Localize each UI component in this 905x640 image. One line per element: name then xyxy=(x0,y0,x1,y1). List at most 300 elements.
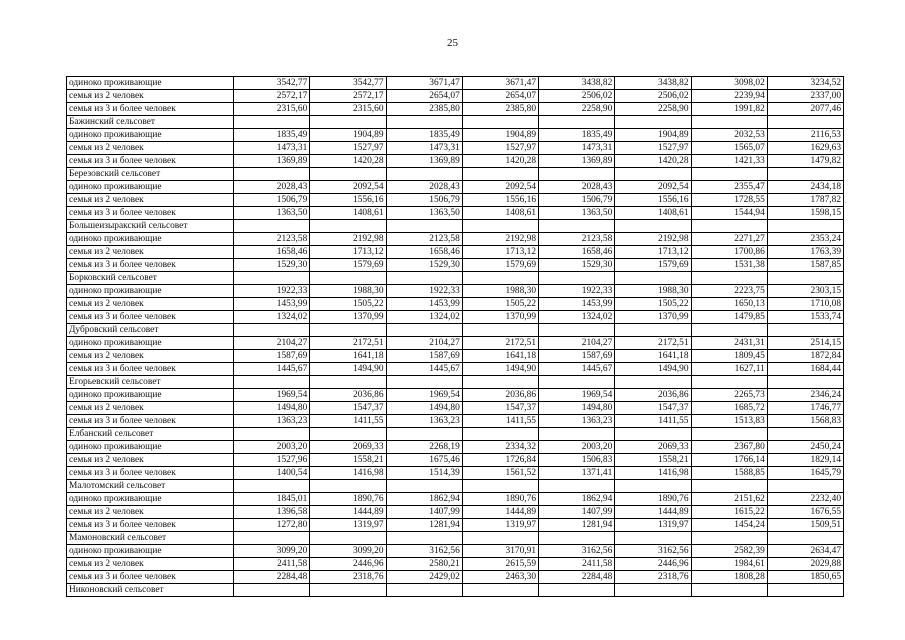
table-cell: 1529,30 xyxy=(234,259,310,272)
table-cell xyxy=(386,376,462,389)
table-cell xyxy=(310,220,386,233)
table-cell: 1766,14 xyxy=(691,454,767,467)
table-row xyxy=(67,467,844,480)
table-cell xyxy=(310,168,386,181)
table-cell: 1713,12 xyxy=(310,246,386,259)
table-cell: 2123,58 xyxy=(234,233,310,246)
table-cell: 1529,30 xyxy=(539,259,615,272)
table-row xyxy=(67,298,844,311)
row-label: семья из 2 человек xyxy=(67,142,234,155)
table-cell xyxy=(462,428,538,441)
table-cell: 1407,99 xyxy=(386,506,462,519)
table-cell xyxy=(615,272,691,285)
table-cell: 3542,77 xyxy=(234,77,310,90)
table-cell: 1420,28 xyxy=(310,155,386,168)
table-row xyxy=(67,142,844,155)
table-cell: 1558,21 xyxy=(615,454,691,467)
table-cell xyxy=(615,116,691,129)
table-cell: 1420,28 xyxy=(615,155,691,168)
table-cell: 1845,01 xyxy=(234,493,310,506)
table-cell xyxy=(767,376,843,389)
table-cell: 2116,53 xyxy=(767,129,843,142)
table-cell xyxy=(767,324,843,337)
table-cell: 3162,56 xyxy=(539,545,615,558)
table-cell: 1371,41 xyxy=(539,467,615,480)
table-cell: 1408,61 xyxy=(310,207,386,220)
table-cell: 2580,21 xyxy=(386,558,462,571)
table-cell: 2446,96 xyxy=(615,558,691,571)
table-cell: 2318,76 xyxy=(615,571,691,584)
row-label: семья из 3 и более человек xyxy=(67,467,234,480)
table-row xyxy=(67,259,844,272)
section-name: Березовский сельсовет xyxy=(67,168,234,181)
table-cell: 2268,19 xyxy=(386,441,462,454)
table-row xyxy=(67,545,844,558)
row-label: семья из 2 человек xyxy=(67,350,234,363)
table-cell: 1629,63 xyxy=(767,142,843,155)
table-cell: 3671,47 xyxy=(386,77,462,90)
table-cell: 1587,69 xyxy=(234,350,310,363)
table-cell: 1922,33 xyxy=(386,285,462,298)
section-name: Малотомский сельсовет xyxy=(67,480,234,493)
table-cell: 1319,97 xyxy=(462,519,538,532)
table-cell: 2506,02 xyxy=(539,90,615,103)
table-cell: 3542,77 xyxy=(310,77,386,90)
table-cell: 1829,14 xyxy=(767,454,843,467)
table-row xyxy=(67,207,844,220)
table-cell: 2151,62 xyxy=(691,493,767,506)
table-cell: 2003,20 xyxy=(234,441,310,454)
table-cell: 2239,94 xyxy=(691,90,767,103)
row-label: одиноко проживающие xyxy=(67,441,234,454)
table-cell: 2123,58 xyxy=(386,233,462,246)
table-cell: 2192,98 xyxy=(310,233,386,246)
table-cell: 2003,20 xyxy=(539,441,615,454)
row-label: одиноко проживающие xyxy=(67,389,234,402)
table-cell: 1922,33 xyxy=(234,285,310,298)
table-cell: 1988,30 xyxy=(462,285,538,298)
table-row xyxy=(67,454,844,467)
table-cell xyxy=(691,584,767,597)
row-label: семья из 2 человек xyxy=(67,454,234,467)
table-row xyxy=(67,493,844,506)
table-cell: 1809,45 xyxy=(691,350,767,363)
table-cell: 1363,50 xyxy=(539,207,615,220)
table-cell: 1363,23 xyxy=(234,415,310,428)
table-row xyxy=(67,285,844,298)
table-cell: 2429,02 xyxy=(386,571,462,584)
table-cell xyxy=(462,220,538,233)
table-cell: 1641,18 xyxy=(462,350,538,363)
table-cell: 1453,99 xyxy=(539,298,615,311)
table-cell: 1676,55 xyxy=(767,506,843,519)
table-cell xyxy=(386,584,462,597)
table-cell: 1527,97 xyxy=(615,142,691,155)
table-cell: 1991,82 xyxy=(691,103,767,116)
table-cell xyxy=(234,428,310,441)
table-cell: 2036,86 xyxy=(462,389,538,402)
table-cell xyxy=(234,584,310,597)
table-cell xyxy=(691,220,767,233)
row-label: семья из 3 и более человек xyxy=(67,103,234,116)
section-header-row xyxy=(67,272,844,285)
row-label: семья из 2 человек xyxy=(67,194,234,207)
table-cell: 1556,16 xyxy=(615,194,691,207)
table-cell: 1835,49 xyxy=(386,129,462,142)
row-label: семья из 2 человек xyxy=(67,298,234,311)
table-row xyxy=(67,571,844,584)
table-cell: 1808,28 xyxy=(691,571,767,584)
table-cell: 1588,85 xyxy=(691,467,767,480)
table-row xyxy=(67,389,844,402)
table-cell xyxy=(386,428,462,441)
table-cell xyxy=(310,584,386,597)
table-cell xyxy=(539,324,615,337)
row-label: семья из 3 и более человек xyxy=(67,207,234,220)
table-cell xyxy=(615,480,691,493)
table-cell: 1641,18 xyxy=(615,350,691,363)
table-cell xyxy=(234,532,310,545)
table-cell: 2104,27 xyxy=(234,337,310,350)
table-cell: 2450,24 xyxy=(767,441,843,454)
table-cell: 3671,47 xyxy=(462,77,538,90)
table-cell: 1547,37 xyxy=(310,402,386,415)
row-label: семья из 3 и более человек xyxy=(67,259,234,272)
table-cell: 1494,90 xyxy=(310,363,386,376)
row-label: одиноко проживающие xyxy=(67,233,234,246)
row-label: одиноко проживающие xyxy=(67,337,234,350)
table-cell xyxy=(615,324,691,337)
table-cell xyxy=(539,532,615,545)
table-cell: 3438,82 xyxy=(615,77,691,90)
table-row xyxy=(67,506,844,519)
table-cell: 1473,31 xyxy=(539,142,615,155)
table-cell: 1587,69 xyxy=(539,350,615,363)
table-cell xyxy=(691,168,767,181)
table-cell: 2192,98 xyxy=(462,233,538,246)
table-cell: 2353,24 xyxy=(767,233,843,246)
table-cell: 2123,58 xyxy=(539,233,615,246)
section-name: Дубровский сельсовет xyxy=(67,324,234,337)
table-row xyxy=(67,350,844,363)
table-row xyxy=(67,246,844,259)
table-cell xyxy=(462,116,538,129)
table-cell: 1615,22 xyxy=(691,506,767,519)
table-cell: 1420,28 xyxy=(462,155,538,168)
row-label: одиноко проживающие xyxy=(67,129,234,142)
table-cell: 1370,99 xyxy=(462,311,538,324)
table-cell: 1890,76 xyxy=(615,493,691,506)
table-cell: 2028,43 xyxy=(386,181,462,194)
table-cell xyxy=(386,116,462,129)
table-cell: 1527,96 xyxy=(234,454,310,467)
table-cell: 1506,79 xyxy=(386,194,462,207)
table-row xyxy=(67,155,844,168)
table-cell xyxy=(615,584,691,597)
table-cell: 1453,99 xyxy=(234,298,310,311)
table-cell xyxy=(234,116,310,129)
table-cell: 2284,48 xyxy=(539,571,615,584)
section-name: Мамоновский сельсовет xyxy=(67,532,234,545)
table-cell xyxy=(462,376,538,389)
table-cell xyxy=(310,480,386,493)
table-cell: 1473,31 xyxy=(386,142,462,155)
table-cell xyxy=(310,376,386,389)
table-cell xyxy=(691,480,767,493)
table-cell: 1494,90 xyxy=(615,363,691,376)
row-label: семья из 2 человек xyxy=(67,246,234,259)
table-cell: 1658,46 xyxy=(234,246,310,259)
table-cell: 2446,96 xyxy=(310,558,386,571)
table-cell: 1445,67 xyxy=(234,363,310,376)
table-cell: 2028,43 xyxy=(539,181,615,194)
table-cell: 1281,94 xyxy=(539,519,615,532)
table-cell: 1363,50 xyxy=(386,207,462,220)
table-cell xyxy=(539,116,615,129)
table-cell: 2334,32 xyxy=(462,441,538,454)
row-label: одиноко проживающие xyxy=(67,77,234,90)
table-cell: 1445,67 xyxy=(539,363,615,376)
table-cell: 2104,27 xyxy=(386,337,462,350)
table-cell: 1904,89 xyxy=(310,129,386,142)
table-cell: 1494,80 xyxy=(234,402,310,415)
table-cell: 1587,69 xyxy=(386,350,462,363)
table-cell: 2271,27 xyxy=(691,233,767,246)
table-cell xyxy=(386,272,462,285)
row-label: семья из 3 и более человек xyxy=(67,415,234,428)
table-cell: 1319,97 xyxy=(310,519,386,532)
section-header-row xyxy=(67,532,844,545)
table-cell: 1685,72 xyxy=(691,402,767,415)
table-cell: 2615,59 xyxy=(462,558,538,571)
table-cell: 1272,80 xyxy=(234,519,310,532)
table-cell: 2634,47 xyxy=(767,545,843,558)
table-cell: 1850,65 xyxy=(767,571,843,584)
table-cell xyxy=(462,532,538,545)
table-cell: 2355,47 xyxy=(691,181,767,194)
table-cell xyxy=(767,532,843,545)
table-cell xyxy=(539,480,615,493)
table-cell xyxy=(691,532,767,545)
table-row xyxy=(67,233,844,246)
table-cell: 2582,39 xyxy=(691,545,767,558)
table-cell: 1324,02 xyxy=(539,311,615,324)
table-cell: 2077,46 xyxy=(767,103,843,116)
table-cell: 1363,23 xyxy=(539,415,615,428)
table-cell xyxy=(615,376,691,389)
row-label: одиноко проживающие xyxy=(67,493,234,506)
table-cell: 2411,58 xyxy=(539,558,615,571)
table-cell: 3162,56 xyxy=(615,545,691,558)
page-number: 25 xyxy=(447,37,458,49)
table-cell xyxy=(539,272,615,285)
table-cell: 1862,94 xyxy=(386,493,462,506)
table-cell: 2431,31 xyxy=(691,337,767,350)
table-cell: 1324,02 xyxy=(234,311,310,324)
section-name: Никоновский сельсовет xyxy=(67,584,234,597)
table-cell: 2463,30 xyxy=(462,571,538,584)
table-cell xyxy=(234,376,310,389)
table-cell: 1400,54 xyxy=(234,467,310,480)
table-cell: 1645,79 xyxy=(767,467,843,480)
tariff-table xyxy=(66,76,844,597)
table-cell xyxy=(310,532,386,545)
section-name: Борковский сельсовет xyxy=(67,272,234,285)
table-cell: 1713,12 xyxy=(462,246,538,259)
table-cell: 3438,82 xyxy=(539,77,615,90)
table-cell: 1547,37 xyxy=(615,402,691,415)
table-cell: 1598,15 xyxy=(767,207,843,220)
table-cell xyxy=(691,324,767,337)
table-cell: 2572,17 xyxy=(310,90,386,103)
table-cell: 1988,30 xyxy=(615,285,691,298)
table-cell: 1506,79 xyxy=(234,194,310,207)
table-row xyxy=(67,129,844,142)
section-header-row xyxy=(67,168,844,181)
table-cell: 1445,67 xyxy=(386,363,462,376)
table-cell: 1506,79 xyxy=(539,194,615,207)
table-cell: 2258,90 xyxy=(539,103,615,116)
table-cell: 1370,99 xyxy=(310,311,386,324)
table-cell: 1527,97 xyxy=(310,142,386,155)
table-cell: 1533,74 xyxy=(767,311,843,324)
table-cell: 2192,98 xyxy=(615,233,691,246)
table-cell: 1370,99 xyxy=(615,311,691,324)
table-cell xyxy=(539,376,615,389)
table-cell: 1969,54 xyxy=(234,389,310,402)
table-cell: 1363,23 xyxy=(386,415,462,428)
table-cell: 1579,69 xyxy=(310,259,386,272)
section-name: Егорьевский сельсовет xyxy=(67,376,234,389)
table-cell xyxy=(462,324,538,337)
table-cell xyxy=(462,168,538,181)
table-row xyxy=(67,311,844,324)
section-header-row xyxy=(67,480,844,493)
table-cell: 3162,56 xyxy=(386,545,462,558)
table-cell: 1984,61 xyxy=(691,558,767,571)
table-cell: 1416,98 xyxy=(310,467,386,480)
row-label: семья из 2 человек xyxy=(67,558,234,571)
table-cell: 1746,77 xyxy=(767,402,843,415)
table-cell xyxy=(310,324,386,337)
table-cell xyxy=(539,168,615,181)
table-cell xyxy=(767,168,843,181)
table-cell: 1565,07 xyxy=(691,142,767,155)
table-cell: 1407,99 xyxy=(539,506,615,519)
table-cell: 1453,99 xyxy=(386,298,462,311)
table-cell: 1890,76 xyxy=(310,493,386,506)
table-cell: 2284,48 xyxy=(234,571,310,584)
table-cell: 2036,86 xyxy=(310,389,386,402)
table-cell: 2337,00 xyxy=(767,90,843,103)
row-label: семья из 3 и более человек xyxy=(67,155,234,168)
table-cell xyxy=(615,168,691,181)
table-cell: 1728,55 xyxy=(691,194,767,207)
table-cell: 1411,55 xyxy=(462,415,538,428)
table-cell: 1627,11 xyxy=(691,363,767,376)
table-cell xyxy=(767,480,843,493)
table-cell: 1641,18 xyxy=(310,350,386,363)
table-cell: 1922,33 xyxy=(539,285,615,298)
table-cell xyxy=(310,428,386,441)
table-cell: 1411,55 xyxy=(615,415,691,428)
table-cell: 1319,97 xyxy=(615,519,691,532)
table-cell: 1505,22 xyxy=(310,298,386,311)
table-cell: 2092,54 xyxy=(462,181,538,194)
section-header-row xyxy=(67,376,844,389)
table-cell: 1726,84 xyxy=(462,454,538,467)
table-cell: 2506,02 xyxy=(615,90,691,103)
table-cell xyxy=(386,480,462,493)
table-cell xyxy=(386,532,462,545)
table-cell: 1408,61 xyxy=(462,207,538,220)
table-cell: 1421,33 xyxy=(691,155,767,168)
table-cell xyxy=(691,272,767,285)
table-cell: 1763,39 xyxy=(767,246,843,259)
table-cell: 2303,15 xyxy=(767,285,843,298)
table-cell: 1396,58 xyxy=(234,506,310,519)
row-label: семья из 3 и более человек xyxy=(67,571,234,584)
section-header-row xyxy=(67,220,844,233)
table-cell xyxy=(767,428,843,441)
table-cell: 1505,22 xyxy=(462,298,538,311)
table-cell: 2036,86 xyxy=(615,389,691,402)
table-cell: 2346,24 xyxy=(767,389,843,402)
table-cell: 1444,89 xyxy=(462,506,538,519)
table-cell: 1558,21 xyxy=(310,454,386,467)
table-cell: 1969,54 xyxy=(386,389,462,402)
table-row xyxy=(67,558,844,571)
table-cell: 1684,44 xyxy=(767,363,843,376)
table-cell: 2572,17 xyxy=(234,90,310,103)
table-cell: 3170,91 xyxy=(462,545,538,558)
table-cell: 3098,02 xyxy=(691,77,767,90)
table-cell: 1561,52 xyxy=(462,467,538,480)
table-cell xyxy=(234,272,310,285)
table-cell: 2265,73 xyxy=(691,389,767,402)
table-row xyxy=(67,363,844,376)
table-cell: 1454,24 xyxy=(691,519,767,532)
table-cell: 1835,49 xyxy=(234,129,310,142)
table-cell: 1568,83 xyxy=(767,415,843,428)
row-label: одиноко проживающие xyxy=(67,285,234,298)
table-cell: 1969,54 xyxy=(539,389,615,402)
table-cell: 1579,69 xyxy=(615,259,691,272)
table-cell xyxy=(310,116,386,129)
table-cell: 1556,16 xyxy=(310,194,386,207)
table-row xyxy=(67,181,844,194)
table-cell: 2654,07 xyxy=(462,90,538,103)
table-cell: 1904,89 xyxy=(462,129,538,142)
table-cell xyxy=(539,584,615,597)
table-cell xyxy=(386,324,462,337)
table-cell: 2385,80 xyxy=(386,103,462,116)
table-cell: 1363,50 xyxy=(234,207,310,220)
table-cell: 2172,51 xyxy=(615,337,691,350)
table-cell: 2032,53 xyxy=(691,129,767,142)
table-row xyxy=(67,337,844,350)
table-cell: 1556,16 xyxy=(462,194,538,207)
table-cell: 1506,83 xyxy=(539,454,615,467)
table-cell xyxy=(767,220,843,233)
section-name: Большеизыракский сельсовет xyxy=(67,220,234,233)
table-cell: 2172,51 xyxy=(462,337,538,350)
table-cell: 1479,82 xyxy=(767,155,843,168)
table-cell: 3099,20 xyxy=(310,545,386,558)
table-cell xyxy=(691,428,767,441)
table-cell xyxy=(386,168,462,181)
table-cell: 1324,02 xyxy=(386,311,462,324)
